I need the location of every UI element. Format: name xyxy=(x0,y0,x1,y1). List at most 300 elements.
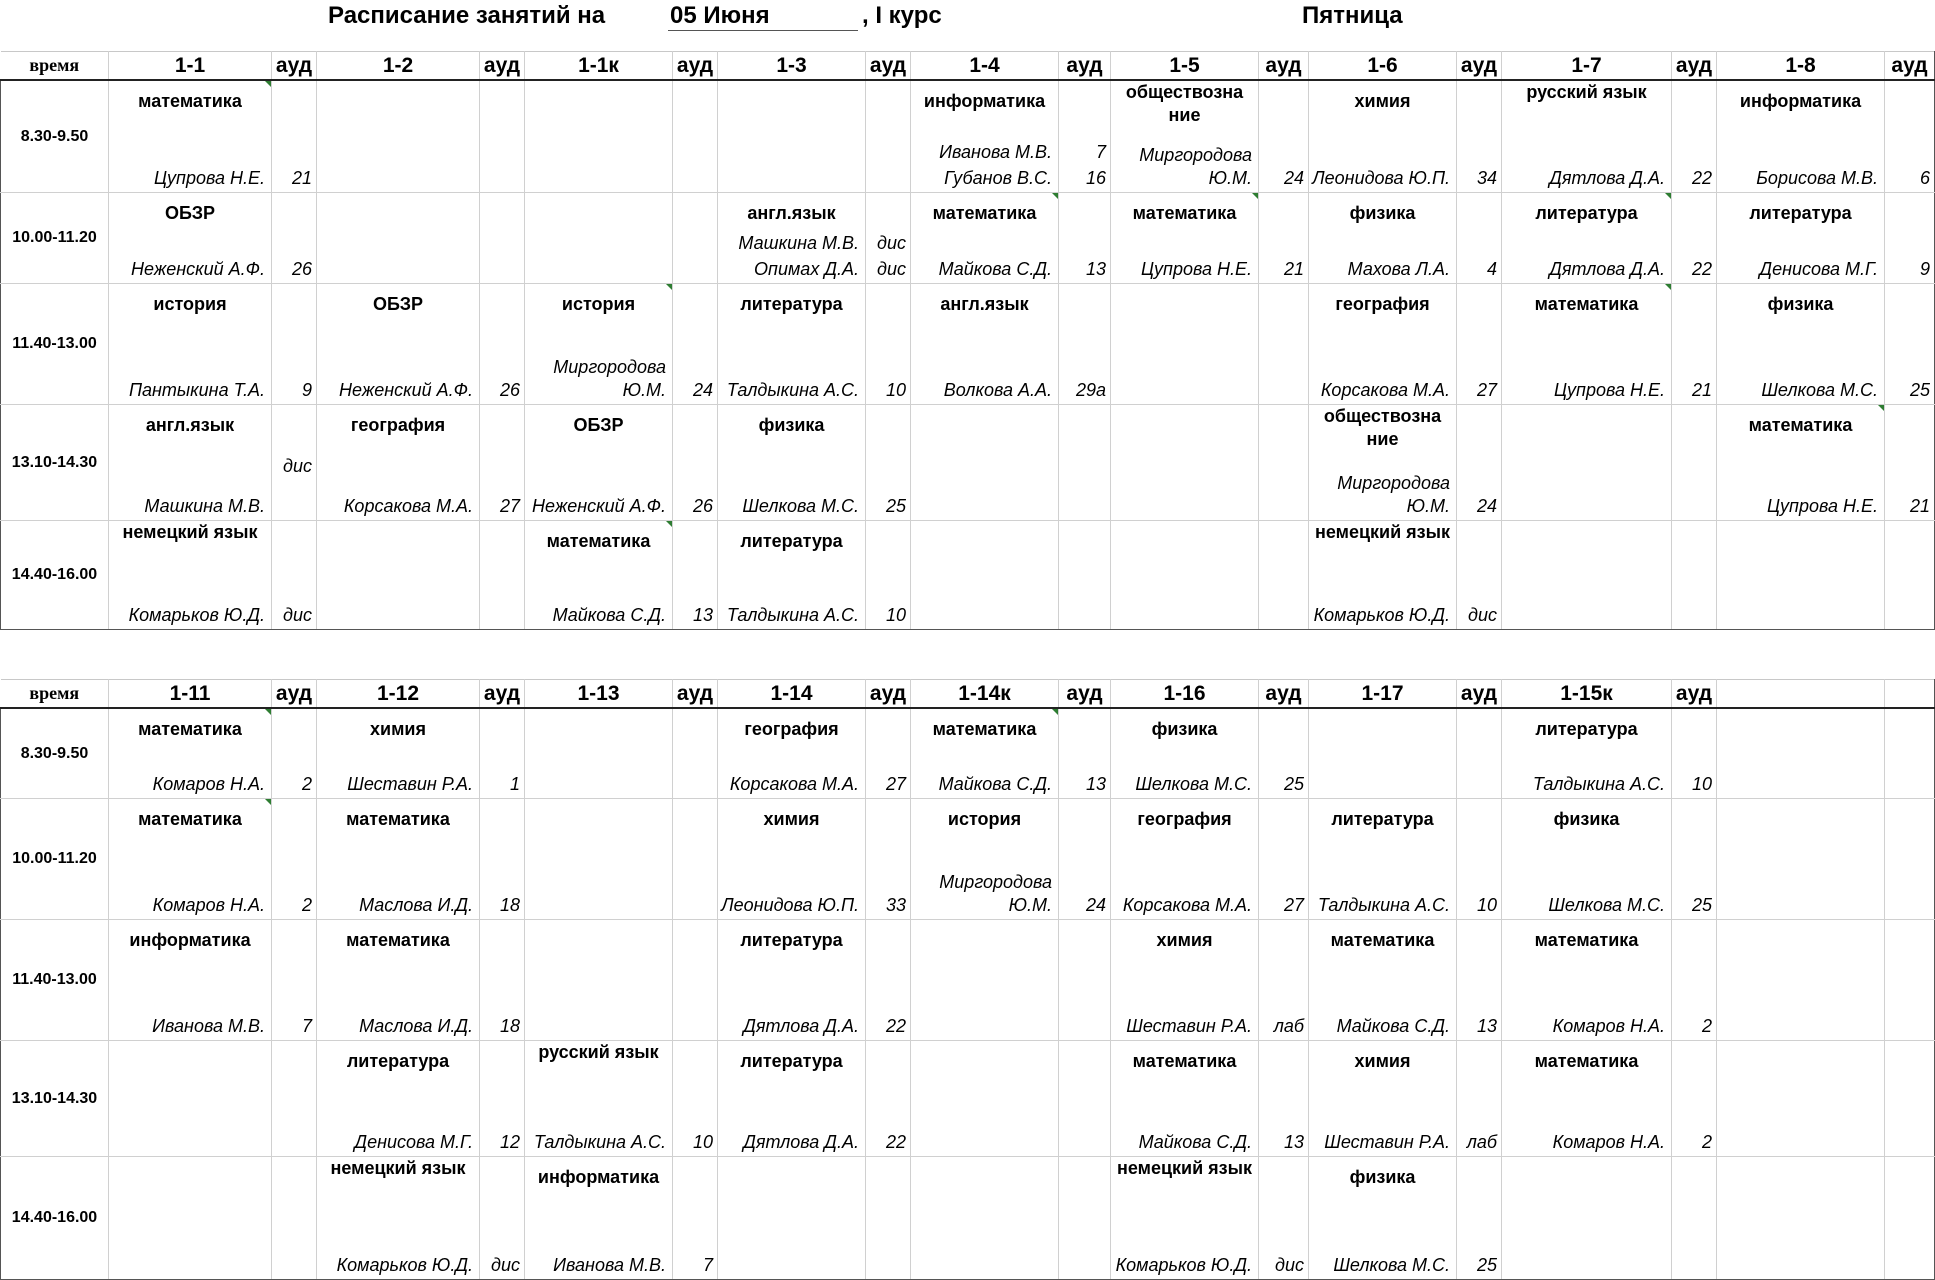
subject-name: литература xyxy=(740,531,843,551)
lesson-cell xyxy=(718,1157,866,1280)
teacher-name: Дятлова Д.А. xyxy=(1549,259,1665,279)
teacher-name: Майкова С.Д. xyxy=(1138,1132,1252,1152)
teacher-name: Комарьков Ю.Д. xyxy=(1115,1255,1252,1275)
teacher-name: Неженский А.Ф. xyxy=(532,496,666,516)
lesson-cell xyxy=(1111,708,1259,799)
time-slot: 14.40-16.00 xyxy=(1,521,109,630)
room-cell xyxy=(480,80,525,193)
room-number: 18 xyxy=(499,895,520,915)
lesson-cell xyxy=(718,799,866,920)
room-cell xyxy=(272,799,317,920)
room-number: 4 xyxy=(1486,259,1497,279)
comment-marker xyxy=(1665,284,1671,290)
time-column-header: время xyxy=(1,52,109,81)
room-number: 22 xyxy=(885,1132,906,1152)
group-header: 1-2 xyxy=(317,52,480,81)
teacher-name: Миргородова Ю.М. xyxy=(1337,473,1450,516)
lesson-cell xyxy=(109,708,272,799)
room-number: 10 xyxy=(692,1132,713,1152)
lesson-cell xyxy=(718,920,866,1041)
room-cell xyxy=(1259,1041,1309,1157)
teacher-name: Шеставин Р.А. xyxy=(1126,1016,1252,1036)
subject-name: математика xyxy=(1534,294,1639,314)
lesson-cell xyxy=(1111,405,1259,521)
lesson-cell xyxy=(718,80,866,193)
subject-name: физика xyxy=(1349,1167,1416,1187)
lesson-cell xyxy=(1717,920,1885,1041)
group-header: 1-12 xyxy=(317,680,480,709)
time-slot: 10.00-11.20 xyxy=(1,193,109,284)
room-number: 7 xyxy=(702,1255,713,1275)
subject-name: литература xyxy=(1535,203,1638,223)
lesson-cell xyxy=(911,405,1059,521)
room-number-2: дис xyxy=(877,259,906,279)
lesson-cell xyxy=(109,920,272,1041)
comment-marker xyxy=(1052,193,1058,199)
time-slot-row xyxy=(1,193,1935,284)
time-slot: 14.40-16.00 xyxy=(1,1157,109,1280)
room-cell xyxy=(272,1041,317,1157)
lesson-cell xyxy=(109,80,272,193)
lesson-cell xyxy=(317,920,480,1041)
room-number: 25 xyxy=(885,496,906,516)
subject-name: математика xyxy=(138,719,242,739)
room-cell xyxy=(1457,708,1502,799)
subject-name: география xyxy=(1137,809,1232,829)
teacher-name: Шеставин Р.А. xyxy=(347,774,473,794)
teacher-name: Комаров Н.А. xyxy=(1552,1016,1665,1036)
teacher-name: Цупрова Н.Е. xyxy=(1766,496,1878,516)
room-number: 27 xyxy=(1283,895,1304,915)
room-cell xyxy=(480,708,525,799)
lesson-cell xyxy=(911,799,1059,920)
time-slot-row xyxy=(1,521,1935,630)
time-slot-row xyxy=(1,80,1935,193)
room-cell xyxy=(866,284,911,405)
room-number: 25 xyxy=(1476,1255,1497,1275)
comment-marker xyxy=(1252,193,1258,199)
room-cell xyxy=(1259,799,1309,920)
room-cell xyxy=(1672,708,1717,799)
teacher-name: Иванова М.В. xyxy=(152,1016,265,1036)
lesson-cell xyxy=(1309,708,1457,799)
time-slot: 8.30-9.50 xyxy=(1,708,109,799)
weekday-label: Пятница xyxy=(1302,2,1403,29)
room-number: 9 xyxy=(301,380,312,400)
room-cell xyxy=(673,193,718,284)
lesson-cell xyxy=(1502,80,1672,193)
lesson-cell xyxy=(525,521,673,630)
room-column-header: ауд xyxy=(1059,680,1111,709)
teacher-name: Шелкова М.С. xyxy=(1333,1255,1450,1275)
room-cell xyxy=(1885,521,1935,630)
room-cell xyxy=(1059,284,1111,405)
teacher-name: Комаров Н.А. xyxy=(152,895,265,915)
lesson-cell xyxy=(1309,799,1457,920)
room-cell xyxy=(272,284,317,405)
teacher-name: Маслова И.Д. xyxy=(359,895,473,915)
room-cell xyxy=(1259,284,1309,405)
subject-name: литература xyxy=(740,930,843,950)
teacher-name: Шеставин Р.А. xyxy=(1324,1132,1450,1152)
lesson-cell xyxy=(911,80,1059,193)
room-number: 25 xyxy=(1691,895,1712,915)
room-number-2: 16 xyxy=(1085,168,1106,188)
lesson-cell xyxy=(525,920,673,1041)
time-slot: 13.10-14.30 xyxy=(1,1041,109,1157)
teacher-name: Корсакова М.А. xyxy=(729,774,859,794)
subject-name: литература xyxy=(1749,203,1852,223)
subject-name: англ.язык xyxy=(940,294,1029,314)
room-cell xyxy=(866,708,911,799)
lesson-cell xyxy=(317,708,480,799)
room-number: 12 xyxy=(499,1132,520,1152)
room-cell xyxy=(1885,1157,1935,1280)
lesson-cell xyxy=(718,1041,866,1157)
subject-name: ОБЗР xyxy=(165,203,215,223)
lesson-cell xyxy=(1502,920,1672,1041)
comment-marker xyxy=(265,81,271,87)
teacher-name-2: Опимах Д.А. xyxy=(754,259,859,279)
room-cell xyxy=(1457,1157,1502,1280)
group-header: 1-14 xyxy=(718,680,866,709)
lesson-cell xyxy=(1309,284,1457,405)
time-slot-row xyxy=(1,1041,1935,1157)
subject-name: география xyxy=(350,415,446,435)
room-cell xyxy=(1457,284,1502,405)
room-cell xyxy=(673,1041,718,1157)
teacher-name: Цупрова Н.Е. xyxy=(1140,259,1252,279)
room-number: 2 xyxy=(301,895,312,915)
header-row xyxy=(1,52,1935,81)
teacher-name: Комарьков Ю.Д. xyxy=(128,605,265,625)
room-cell xyxy=(673,799,718,920)
room-number: 25 xyxy=(1283,774,1304,794)
teacher-name: Махова Л.А. xyxy=(1347,259,1450,279)
comment-marker xyxy=(666,284,672,290)
subject-name: математика xyxy=(546,531,651,551)
lesson-cell xyxy=(1502,1157,1672,1280)
subject-name: математика xyxy=(1132,203,1237,223)
room-cell xyxy=(1885,1041,1935,1157)
subject-name: литература xyxy=(740,294,843,314)
room-number: дис xyxy=(1275,1255,1304,1275)
room-number: дис xyxy=(491,1255,520,1275)
subject-name: литература xyxy=(1331,809,1434,829)
lesson-cell xyxy=(1111,80,1259,193)
group-header: 1-3 xyxy=(718,52,866,81)
lesson-cell xyxy=(317,1157,480,1280)
room-number: 29а xyxy=(1075,380,1106,400)
lesson-cell xyxy=(525,799,673,920)
teacher-name: Шелкова М.С. xyxy=(1548,895,1665,915)
room-cell xyxy=(1259,920,1309,1041)
lesson-cell xyxy=(317,80,480,193)
room-cell xyxy=(866,1157,911,1280)
subject-name: англ.язык xyxy=(145,415,235,435)
room-number: 21 xyxy=(1909,496,1930,516)
room-cell xyxy=(272,708,317,799)
teacher-name: Шелкова М.С. xyxy=(1761,380,1878,400)
comment-marker xyxy=(1052,709,1058,715)
teacher-name: Неженский А.Ф. xyxy=(131,259,265,279)
room-cell xyxy=(272,521,317,630)
room-number: 2 xyxy=(1701,1132,1712,1152)
lesson-cell xyxy=(1717,193,1885,284)
room-column-header: ауд xyxy=(1672,52,1717,81)
room-cell xyxy=(1672,284,1717,405)
lesson-cell xyxy=(1717,799,1885,920)
room-cell xyxy=(673,80,718,193)
lesson-cell xyxy=(1717,80,1885,193)
lesson-cell xyxy=(1717,708,1885,799)
subject-name: математика xyxy=(346,809,450,829)
lesson-cell xyxy=(1111,284,1259,405)
teacher-name: Иванова М.В. xyxy=(939,142,1052,162)
subject-name: химия xyxy=(1156,930,1213,950)
room-column-header: ауд xyxy=(272,680,317,709)
room-cell xyxy=(272,1157,317,1280)
lesson-cell xyxy=(1309,405,1457,521)
subject-name: история xyxy=(153,294,227,314)
room-column-header: ауд xyxy=(1457,52,1502,81)
lesson-cell xyxy=(1502,405,1672,521)
time-slot: 11.40-13.00 xyxy=(1,920,109,1041)
lesson-cell xyxy=(1309,1157,1457,1280)
teacher-name: Талдыкина А.С. xyxy=(533,1132,666,1152)
lesson-cell xyxy=(1111,521,1259,630)
room-cell xyxy=(1059,521,1111,630)
room-cell xyxy=(1885,708,1935,799)
comment-marker xyxy=(666,521,672,527)
room-number: 22 xyxy=(1691,259,1712,279)
room-number: 24 xyxy=(692,380,713,400)
room-number: 27 xyxy=(499,496,520,516)
teacher-name: Иванова М.В. xyxy=(553,1255,666,1275)
lesson-cell xyxy=(1502,284,1672,405)
room-cell xyxy=(1885,405,1935,521)
teacher-name: Корсакова М.А. xyxy=(343,496,473,516)
time-slot-row xyxy=(1,799,1935,920)
lesson-cell xyxy=(525,80,673,193)
schedule-table-2 xyxy=(0,679,1935,1280)
subject-name: литература xyxy=(740,1051,843,1071)
room-cell xyxy=(1672,799,1717,920)
room-cell xyxy=(866,521,911,630)
teacher-name: Майкова С.Д. xyxy=(938,774,1052,794)
lesson-cell xyxy=(109,1157,272,1280)
room-cell xyxy=(1672,1157,1717,1280)
lesson-cell xyxy=(718,284,866,405)
lesson-cell xyxy=(911,708,1059,799)
room-number: 13 xyxy=(1085,774,1106,794)
room-number: 1 xyxy=(509,774,520,794)
subject-name: математика xyxy=(138,91,242,111)
room-cell xyxy=(272,80,317,193)
subject-name: литература xyxy=(346,1051,450,1071)
room-number: 33 xyxy=(885,895,906,915)
room-cell xyxy=(673,284,718,405)
room-column-header: ауд xyxy=(673,52,718,81)
room-cell xyxy=(1457,799,1502,920)
room-cell xyxy=(866,405,911,521)
lesson-cell xyxy=(317,284,480,405)
lesson-cell xyxy=(525,708,673,799)
lesson-cell xyxy=(1717,405,1885,521)
teacher-name: Шелкова М.С. xyxy=(742,496,859,516)
lesson-cell xyxy=(1502,1041,1672,1157)
subject-name: химия xyxy=(370,719,426,739)
room-cell xyxy=(1259,405,1309,521)
lesson-cell xyxy=(317,799,480,920)
room-cell xyxy=(1672,1041,1717,1157)
room-cell xyxy=(866,80,911,193)
subject-name: химия xyxy=(1354,91,1411,111)
room-cell xyxy=(1672,920,1717,1041)
subject-name: ОБЗР xyxy=(573,415,624,435)
room-number: 25 xyxy=(1909,380,1930,400)
room-cell xyxy=(1672,405,1717,521)
subject-name: химия xyxy=(763,809,820,829)
lesson-cell xyxy=(1309,920,1457,1041)
room-cell xyxy=(1259,708,1309,799)
comment-marker xyxy=(1665,193,1671,199)
room-cell xyxy=(1457,193,1502,284)
room-number: 13 xyxy=(1283,1132,1304,1152)
group-header: 1-1 xyxy=(109,52,272,81)
teacher-name: Дятлова Д.А. xyxy=(743,1016,859,1036)
subject-name: литература xyxy=(1535,719,1638,739)
subject-name: физика xyxy=(1767,294,1834,314)
lesson-cell xyxy=(109,405,272,521)
room-cell xyxy=(1059,405,1111,521)
group-header: 1-13 xyxy=(525,680,673,709)
room-cell xyxy=(1059,1041,1111,1157)
teacher-name: Денисова М.Г. xyxy=(354,1132,473,1152)
room-cell xyxy=(1672,193,1717,284)
teacher-name: Миргородова Ю.М. xyxy=(553,357,666,400)
room-number: 2 xyxy=(301,774,312,794)
room-cell xyxy=(1885,799,1935,920)
subject-name: математика xyxy=(932,203,1037,223)
room-cell xyxy=(1457,80,1502,193)
room-number: 10 xyxy=(1691,774,1712,794)
room-cell xyxy=(480,405,525,521)
room-cell xyxy=(1672,521,1717,630)
room-number: дис xyxy=(877,233,906,253)
lesson-cell xyxy=(525,1157,673,1280)
teacher-name: Цупрова Н.Е. xyxy=(1553,380,1665,400)
room-cell xyxy=(866,920,911,1041)
room-number: 10 xyxy=(885,605,906,625)
time-slot: 10.00-11.20 xyxy=(1,799,109,920)
lesson-cell xyxy=(718,405,866,521)
comment-marker xyxy=(265,709,271,715)
room-column-header: ауд xyxy=(1885,52,1935,81)
subject-name: русский язык xyxy=(538,1042,659,1062)
lesson-cell xyxy=(1309,193,1457,284)
room-cell xyxy=(272,920,317,1041)
lesson-cell xyxy=(1309,1041,1457,1157)
subject-name: математика xyxy=(1132,1051,1237,1071)
lesson-cell xyxy=(1717,1041,1885,1157)
lesson-cell xyxy=(317,521,480,630)
room-cell xyxy=(480,284,525,405)
room-number: 10 xyxy=(1476,895,1497,915)
schedule-date: 05 Июня xyxy=(668,2,858,31)
room-cell xyxy=(1457,920,1502,1041)
room-number: 2 xyxy=(1701,1016,1712,1036)
teacher-name: Майкова С.Д. xyxy=(1336,1016,1450,1036)
comment-marker xyxy=(1878,405,1884,411)
lesson-cell xyxy=(1111,1157,1259,1280)
header-row xyxy=(1,680,1935,709)
room-cell xyxy=(480,521,525,630)
subject-name: химия xyxy=(1354,1051,1411,1071)
subject-name: информатика xyxy=(1739,91,1862,111)
room-cell xyxy=(1885,284,1935,405)
subject-name: информатика xyxy=(129,930,251,950)
lesson-cell xyxy=(109,799,272,920)
subject-name: обществозна ние xyxy=(1323,406,1442,449)
room-column-header: ауд xyxy=(1059,52,1111,81)
room-cell xyxy=(673,521,718,630)
lesson-cell xyxy=(718,521,866,630)
room-column-header: ауд xyxy=(480,52,525,81)
lesson-cell xyxy=(317,193,480,284)
teacher-name: Комарьков Ю.Д. xyxy=(1313,605,1450,625)
room-column-header xyxy=(1885,680,1935,709)
lesson-cell xyxy=(1717,284,1885,405)
subject-name: география xyxy=(744,719,839,739)
room-cell xyxy=(1059,80,1111,193)
room-number: 26 xyxy=(499,380,520,400)
teacher-name: Майкова С.Д. xyxy=(938,259,1052,279)
room-cell xyxy=(1059,193,1111,284)
subject-name: математика xyxy=(1534,1051,1639,1071)
group-header: 1-11 xyxy=(109,680,272,709)
subject-name: немецкий язык xyxy=(1116,1158,1252,1178)
lesson-cell xyxy=(911,1157,1059,1280)
time-slot: 11.40-13.00 xyxy=(1,284,109,405)
room-number: 34 xyxy=(1476,168,1497,188)
room-number: 22 xyxy=(1691,168,1712,188)
room-cell xyxy=(1059,799,1111,920)
time-slot-row xyxy=(1,405,1935,521)
teacher-name: Талдыкина А.С. xyxy=(726,380,859,400)
subject-name: информатика xyxy=(537,1167,660,1187)
subject-name: немецкий язык xyxy=(330,1158,466,1178)
group-header: 1-14к xyxy=(911,680,1059,709)
lesson-cell xyxy=(911,1041,1059,1157)
teacher-name: Дятлова Д.А. xyxy=(1549,168,1665,188)
teacher-name: Волкова А.А. xyxy=(943,380,1052,400)
room-column-header: ауд xyxy=(866,680,911,709)
teacher-name: Дятлова Д.А. xyxy=(743,1132,859,1152)
lesson-cell xyxy=(1502,799,1672,920)
teacher-name: Леонидова Ю.П. xyxy=(1312,168,1450,188)
teacher-name: Миргородова Ю.М. xyxy=(1139,145,1252,188)
group-header xyxy=(1717,680,1885,709)
lesson-cell xyxy=(1309,80,1457,193)
teacher-name: Борисова М.В. xyxy=(1756,168,1878,188)
teacher-name: Талдыкина А.С. xyxy=(726,605,859,625)
room-cell xyxy=(866,799,911,920)
room-cell xyxy=(1259,1157,1309,1280)
subject-name: математика xyxy=(138,809,242,829)
lesson-cell xyxy=(1309,521,1457,630)
room-column-header: ауд xyxy=(1672,680,1717,709)
